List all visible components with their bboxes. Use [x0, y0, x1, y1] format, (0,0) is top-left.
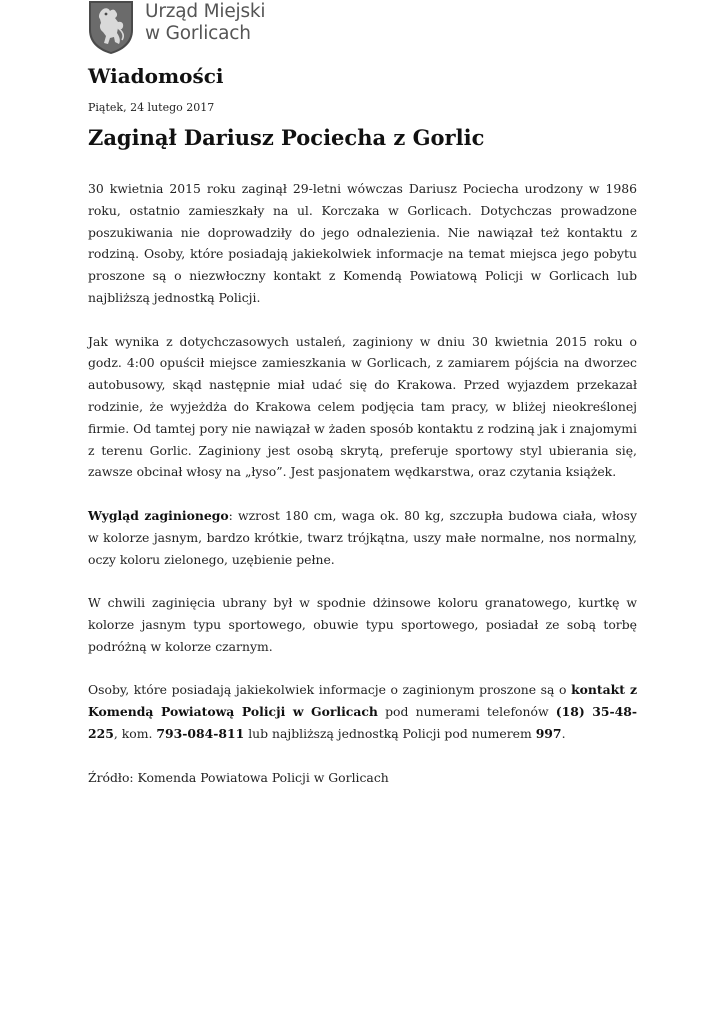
- article-body: [88, 178, 637, 810]
- contact-intro: Osoby, które posiadają jakiekolwiek informacje o zaginionym proszone są o: [88, 682, 572, 698]
- appearance-text: : wzrost 180 cm, waga ok. 80 kg, szczupła budowa ciała, włosy w kolorze jasnym, bardzo krótkie, twarz trójkątna, uszy małe normalne, nos normalny, oczy koloru zielonego, uzębienie pełne.: [88, 507, 637, 567]
- publication-date: Piątek, 24 lutego 2017: [88, 101, 215, 114]
- article-title: Zaginął Dariusz Pociecha z Gorlic: [88, 125, 485, 150]
- organization-name-line2: w Gorlicach: [145, 23, 251, 44]
- contact-mobile-intro: , kom.: [113, 725, 157, 741]
- contact-police-name: kontakt z Komendą Powiatową Policji w Gorlicach: [88, 682, 637, 720]
- organization-name: [145, 1, 265, 45]
- appearance-label: Wygląd zaginionego: [88, 507, 229, 523]
- coat-of-arms-lion-icon: [88, 0, 134, 55]
- page-header: [88, 0, 265, 55]
- paragraph-4: W chwili zaginięcia ubrany był w spodnie dżinsowe koloru granatowego, kurtkę w kolorze jasnym typu sportowego, obuwie typu sportowego, posiadał ze sobą torbę podróżną w kolorze czarnym.: [88, 595, 637, 654]
- contact-phone-landline: (18) 35-48-225: [88, 704, 638, 741]
- section-title: Wiadomości: [88, 64, 224, 88]
- paragraph-5: [88, 679, 637, 744]
- contact-emergency-intro: lub najbliższą jednostką Policji pod numerem: [244, 725, 536, 741]
- paragraph-2: Jak wynika z dotychczasowych ustaleń, zaginiony w dniu 30 kwietnia 2015 roku o godz. 4:00 opuścił miejsce zamieszkania w Gorlicach, z zamiarem pójścia na dworzec autobusowy, skąd następnie miał udać się do Krakowa. Przed wyjazdem przekazał rodzinie, że wyjeżdża do Krakowa celem podjęcia tam pracy, w bliżej nieokreślonej firmie. Od tamtej pory nie nawiązał w żaden sposób kontaktu z rodziną jak i znajomymi z terenu Gorlic. Zaginiony jest osobą skrytą, preferuje sportowy styl ubierania się, zawsze obcinał włosy na „łyso”. Jest pasjonatem wędkarstwa, oraz czytania książek.: [88, 333, 637, 480]
- contact-phones-intro: pod numerami telefonów: [377, 704, 556, 720]
- organization-name-line1: Urząd Miejski: [145, 1, 266, 22]
- paragraph-1: 30 kwietnia 2015 roku zaginął 29-letni wówczas Dariusz Pociecha urodzony w 1986 roku, ostatnio zamieszkały na ul. Korczaka w Gorlicach. Dotychczas prowadzone poszukiwania nie doprowadziły do jego odnalezienia. Nie nawiązał też kontaktu z rodziną. Osoby, które posiadają jakiekolwiek informacje na temat miejsca jego pobytu proszone są o niezwłoczny kontakt z Komendą Powiatową Policji w Gorlicach lub najbliższą jednostką Policji.: [88, 181, 637, 305]
- source-note: Źródło: Komenda Powiatowa Policji w Gorlicach: [88, 769, 389, 785]
- contact-emergency-number: 997: [535, 725, 562, 741]
- paragraph-3: [88, 505, 637, 570]
- contact-end: .: [561, 725, 566, 741]
- contact-phone-mobile: 793-084-811: [156, 725, 245, 741]
